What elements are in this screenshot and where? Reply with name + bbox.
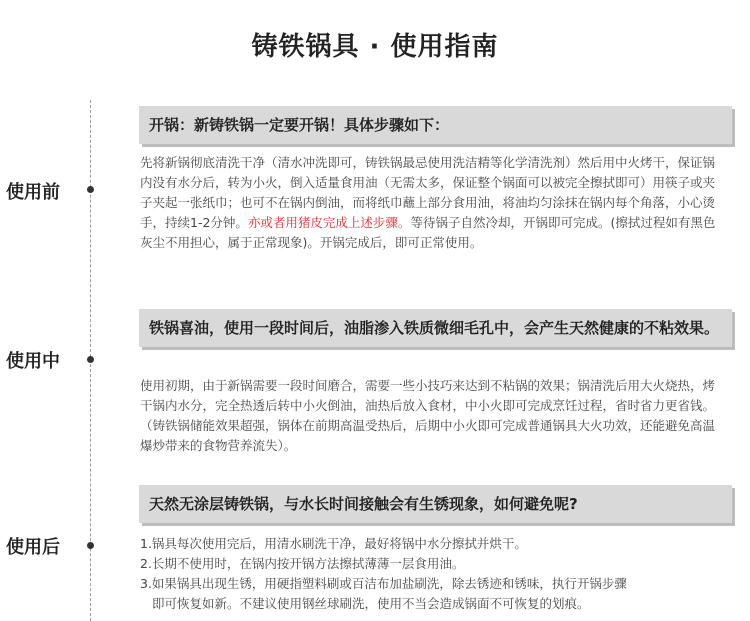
section-before-body bbox=[140, 153, 724, 253]
section-during-body: 使用初期，由于新锅需要一段时间磨合，需要一些小技巧来达到不粘锅的效果；锅清洗后用大火烧热，烤干锅内水分，完全热透后转中小火倒油，油热后放入食材，中小火即可完成烹饪过程，省时省力更省钱。（铸铁锅储能效果超强，锅体在前期高温受热后，后期中小火即可完成普通锅具大火功效，还能避免高温爆炒带来的食物营养流失）。 bbox=[140, 378, 716, 453]
stage-label-before: 使用前 bbox=[6, 182, 60, 203]
stage-label-after: 使用后 bbox=[6, 537, 60, 558]
stage-label-during: 使用中 bbox=[6, 351, 60, 372]
list-item: 3.如果锅具出现生锈，用硬指塑料刷或百洁布加盐刷洗，除去锈迹和锈味，执行开锅步骤 bbox=[140, 576, 627, 591]
timeline-dot-after bbox=[87, 542, 94, 549]
highlight-text: 亦或者用猪皮完成上述步骤。 bbox=[247, 215, 411, 230]
section-after-banner: 天然无涂层铸铁锅，与水长时间接触会有生锈现象，如何避免呢? bbox=[139, 485, 732, 523]
section-before-banner: 开锅：新铸铁锅一定要开锅！具体步骤如下： bbox=[139, 106, 732, 144]
page-title: 铸铁锅具 · 使用指南 bbox=[251, 32, 499, 62]
list-item: 1.锅具每次使用完后，用清水刷洗干净，最好将锅中水分擦拭并烘干。 bbox=[140, 536, 527, 551]
timeline-dot-during bbox=[87, 356, 94, 363]
list-item: 2.长期不使用时，在锅内按开锅方法擦拭薄薄一层食用油。 bbox=[140, 556, 465, 571]
list-item: 即可恢复如新。不建议使用钢丝球刷洗，使用不当会造成锅面不可恢复的划痕。 bbox=[152, 596, 590, 611]
body-text: 先将新锅彻底清洗干净（清水冲洗即可，铸铁锅最忌使用洗洁精等化学清洗剂）然后用中火烤干，保证锅内没有水分后，转为小火，倒入适量食用油（无需太多，保证整个锅面可以被完全擦拭即可）用筷子或夹子夹起一张纸巾；也可不在锅内倒油，而将纸巾蘸上部分食用油，将油均匀涂抹在锅内每个角落，小心烫手，持续1-2分钟。 bbox=[140, 155, 716, 230]
section-after-list bbox=[140, 534, 724, 614]
section-during-banner: 铁锅喜油，使用一段时间后，油脂渗入铁质微细毛孔中，会产生天然健康的不粘效果。 bbox=[139, 309, 732, 347]
body-text: 等待锅子自然冷却，开锅即可完成。(擦拭过程如有黑色灰尘不用担心，属于正常现象)。开锅完成后，即可正常使用。 bbox=[140, 215, 716, 250]
timeline-dot-before bbox=[87, 186, 94, 193]
